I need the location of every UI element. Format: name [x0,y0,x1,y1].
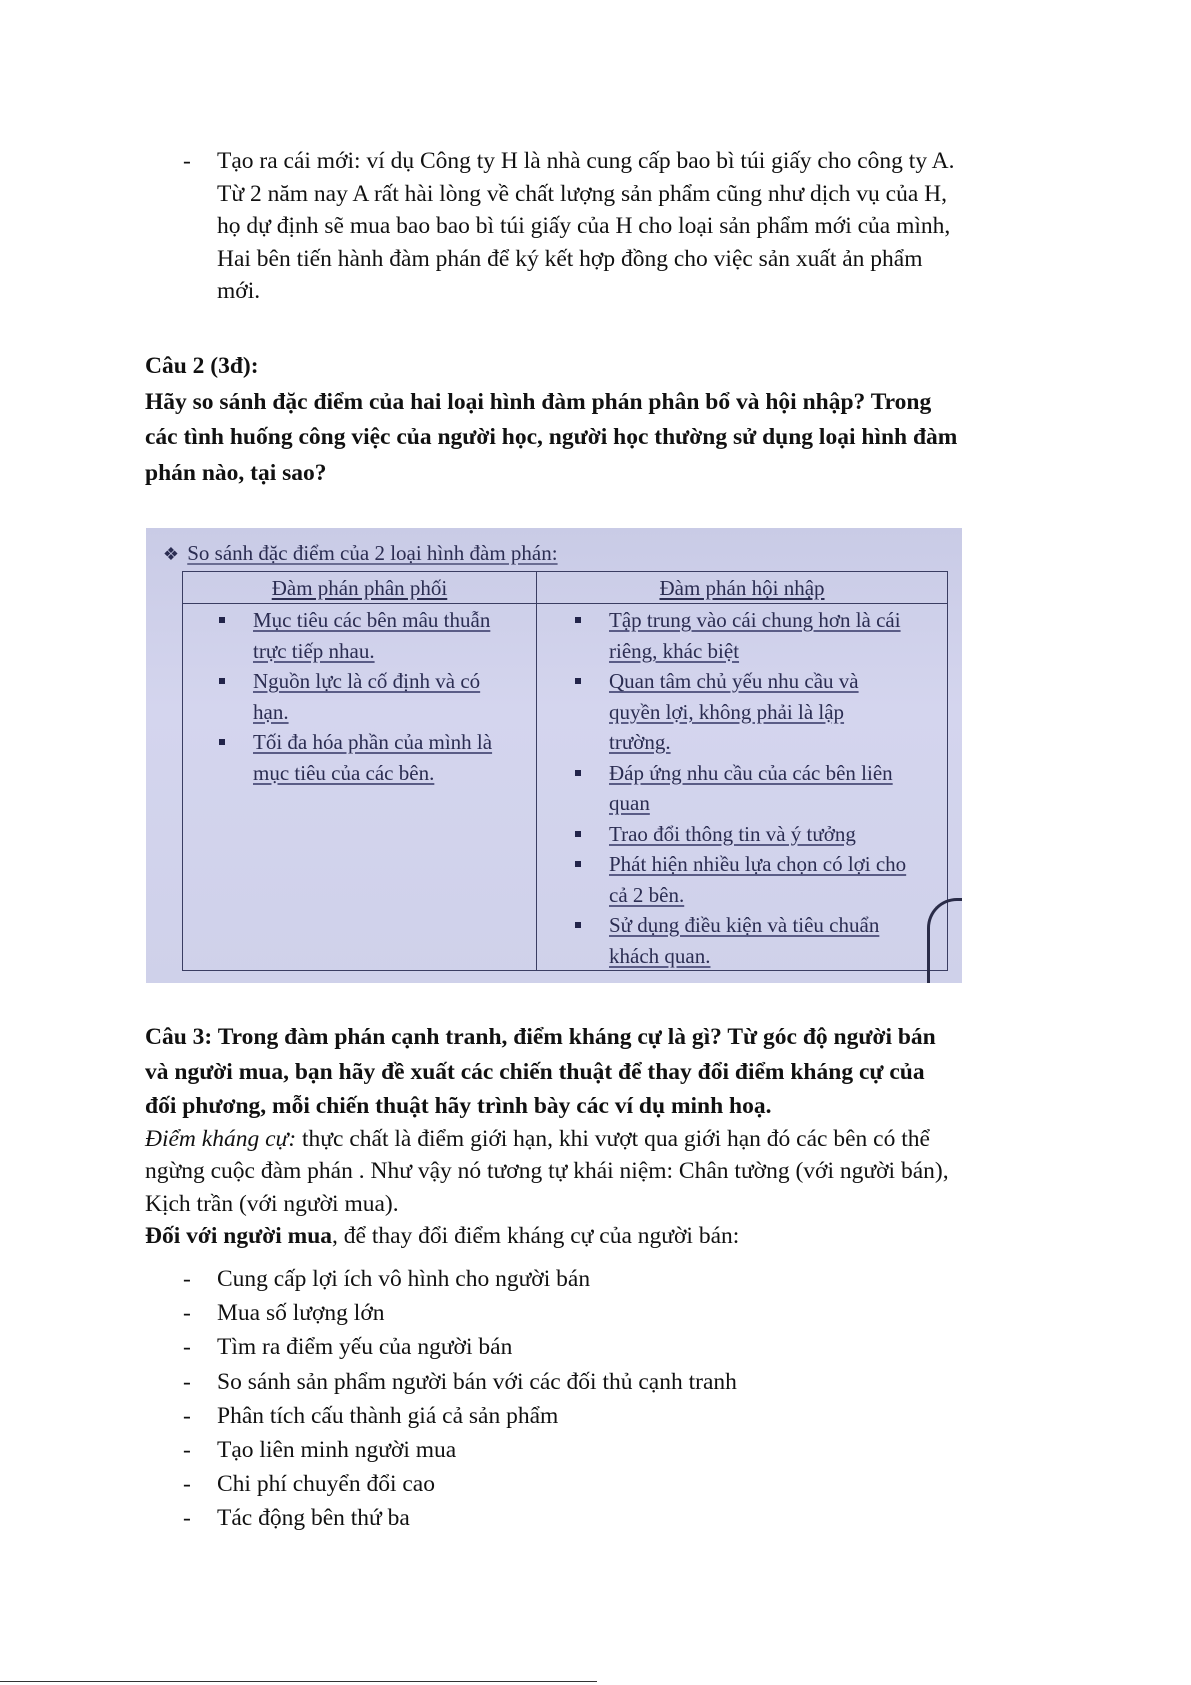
table-list-item [569,819,949,850]
item-line: Tối đa hóa phần của mình là [253,730,493,754]
definition-line: ngừng cuộc đàm phán . Như vậy nó tương tự khái niệm: Chân tường (với người bán), [145,1158,949,1184]
table-list-item [569,605,949,666]
tactic-text: Tạo liên minh người mua [217,1437,457,1464]
question-2-line: Hãy so sánh đặc điểm của hai loại hình đàm phán phân bổ và hội nhập? Trong [145,388,932,415]
list-item-line: Tạo ra cái mới: ví dụ Công ty H là nhà cung cấp bao bì túi giấy cho công ty A. [217,148,955,174]
list-item-line: Từ 2 năm nay A rất hài lòng về chất lượng sản phẩm cũng như dịch vụ của H, [217,180,948,207]
table-list-item [569,666,949,758]
tactic-text: Tác động bên thứ ba [217,1505,410,1532]
question-2-heading: Câu 2 (3đ): [145,353,259,379]
square-bullet-icon [219,739,225,745]
list-item [183,1399,1063,1433]
list-item-line: Hai bên tiến hành đàm phán để ký kết hợp đồng cho việc sản xuất ản phẩm [217,245,923,272]
square-bullet-icon [575,831,581,837]
dash-marker: - [183,1505,191,1532]
buyer-intro [145,1220,1065,1253]
photo-heading-text: So sánh đặc điểm của 2 loại hình đàm phán: [187,541,558,565]
comparison-table-photo [146,528,962,983]
dash-marker: - [183,1402,191,1429]
right-column-list [569,605,949,971]
question-3 [145,1021,1065,1253]
photo-edge-artifact [927,898,962,983]
table-list-item [569,849,949,910]
list-item [183,1433,1063,1467]
item-line: hạn. [253,699,289,724]
list-item [183,1501,1063,1535]
top-dash-list [183,145,1063,308]
square-bullet-icon [219,617,225,623]
tactic-text: Mua số lượng lớn [217,1300,385,1327]
item-line: Phát hiện nhiều lựa chọn có lợi cho [609,852,907,876]
item-line: riêng, khác biệt [609,638,740,663]
item-line: Quan tâm chủ yếu nhu cầu và [609,669,859,693]
question-2-line: phán nào, tại sao? [145,459,327,486]
dash-marker: - [183,1368,191,1395]
item-line: Tập trung vào cái chung hơn là cái [609,608,901,632]
tactic-text: Chi phí chuyển đổi cao [217,1471,435,1498]
item-line: Mục tiêu các bên mâu thuẫn [253,608,491,632]
table-list-item [569,758,949,819]
dash-marker: - [183,1437,191,1464]
buyer-tactics-list [183,1262,1063,1536]
left-column-list [213,605,533,788]
list-item [183,1467,1063,1501]
question-3-line: và người mua, bạn hãy đề xuất các chiến thuật để thay đổi điểm kháng cự của [145,1058,925,1085]
question-3-line: Câu 3: Trong đàm phán cạnh tranh, điểm kháng cự là gì? Từ góc độ người bán [145,1024,936,1050]
definition-text: thực chất là điểm giới hạn, khi vượt qua giới hạn đó các bên có thể [296,1125,930,1152]
header-row-divider [183,603,947,604]
list-item [183,145,1063,308]
buyer-intro-text: , để thay đổi điểm kháng cự của người bán: [332,1223,740,1249]
definition-line: Kịch trần (với người mua). [145,1190,399,1217]
dash-marker: - [183,1266,191,1292]
item-line: khách quan. [609,943,711,968]
tactic-text: So sánh sản phẩm người bán với các đối thủ cạnh tranh [217,1368,737,1395]
definition-line [145,1123,1065,1156]
question-2-line: các tình huống công việc của người học, người học thường sử dụng loại hình đàm [145,424,958,450]
question-3-line: đối phương, mỗi chiến thuật hãy trình bày các ví dụ minh hoạ. [145,1093,772,1119]
list-item [183,1330,1063,1364]
tactic-text: Tìm ra điểm yếu của người bán [217,1334,513,1361]
dash-marker: - [183,1471,191,1498]
table-list-item [213,727,533,788]
item-line: Nguồn lực là cố định và có [253,669,481,693]
square-bullet-icon [575,861,581,867]
item-line: Đáp ứng nhu cầu của các bên liên [609,760,893,785]
definition-term: Điểm kháng cự: [145,1125,297,1152]
table-list-item [569,910,949,971]
table-list-item [213,605,533,666]
dash-marker: - [183,1334,191,1361]
list-item [183,1262,1063,1296]
column-divider [536,572,537,970]
dash-marker: - [183,148,191,174]
list-item [183,1365,1063,1399]
list-item-line: họ dự định sẽ mua bao bao bì túi giấy của H cho loại sản phẩm mới của mình, [217,213,951,239]
item-line: quan [609,791,650,815]
list-item-line: mới. [217,278,261,304]
question-2 [145,350,1065,489]
list-item [183,1296,1063,1330]
buyer-intro-bold: Đối với người mua [145,1223,333,1249]
item-line: mục tiêu của các bên. [253,760,435,785]
tactic-text: Phân tích cấu thành giá cả sản phẩm [217,1402,559,1429]
square-bullet-icon [219,678,225,684]
photo-heading [160,540,558,567]
square-bullet-icon [575,617,581,623]
diamond-bullet-icon: ❖ [162,544,180,564]
tactic-text: Cung cấp lợi ích vô hình cho người bán [217,1266,591,1292]
bottom-rule [0,1681,597,1682]
right-column-header: Đàm phán hội nhập [659,576,825,600]
item-line: trường. [609,730,671,754]
square-bullet-icon [575,922,581,928]
square-bullet-icon [575,678,581,684]
item-line: Sử dụng điều kiện và tiêu chuẩn [609,913,880,937]
item-line: trực tiếp nhau. [253,638,375,663]
left-column-header: Đàm phán phân phối [271,576,448,600]
dash-marker: - [183,1300,191,1327]
table-list-item [213,666,533,727]
item-line: Trao đổi thông tin và ý tưởng [609,821,856,846]
item-line: cả 2 bên. [609,882,685,907]
comparison-table [182,571,948,971]
item-line: quyền lợi, không phải là lập [609,699,845,724]
square-bullet-icon [575,770,581,776]
